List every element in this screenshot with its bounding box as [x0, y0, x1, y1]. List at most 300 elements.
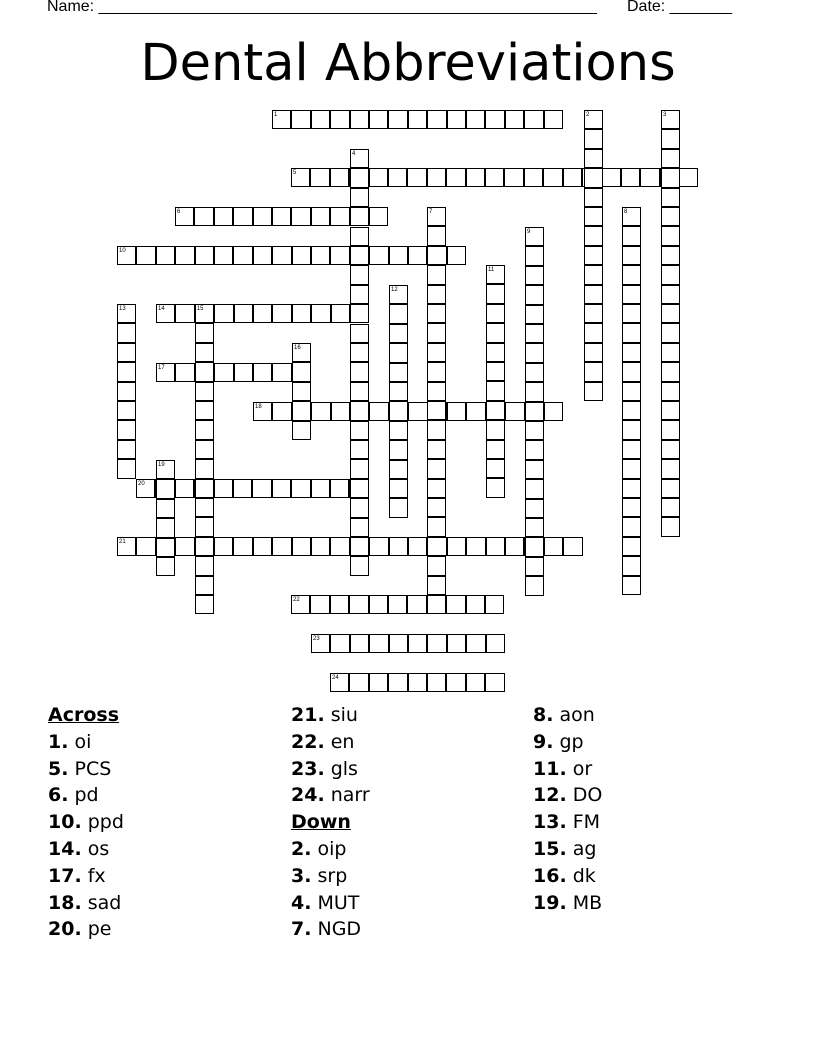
grid-cell[interactable]: [427, 576, 446, 595]
grid-cell[interactable]: [622, 517, 641, 536]
grid-cell[interactable]: [584, 362, 603, 381]
grid-cell[interactable]: [272, 402, 291, 421]
grid-cell[interactable]: [622, 440, 641, 459]
grid-cell[interactable]: [622, 420, 641, 439]
grid-cell[interactable]: [292, 382, 311, 401]
grid-cell[interactable]: [486, 478, 505, 497]
grid-cell[interactable]: [389, 285, 408, 304]
grid-cell[interactable]: [330, 110, 349, 129]
grid-cell[interactable]: [427, 401, 446, 420]
grid-cell[interactable]: [544, 537, 563, 556]
grid-cell[interactable]: [584, 188, 603, 207]
grid-cell[interactable]: [661, 207, 680, 226]
grid-cell[interactable]: [427, 168, 446, 187]
grid-cell[interactable]: [525, 402, 544, 421]
grid-cell[interactable]: [253, 246, 272, 265]
grid-cell[interactable]: [156, 246, 175, 265]
grid-cell[interactable]: [486, 323, 505, 342]
grid-cell[interactable]: [350, 382, 369, 401]
grid-cell[interactable]: [584, 265, 603, 284]
grid-cell[interactable]: [136, 537, 155, 556]
grid-cell[interactable]: [408, 246, 427, 265]
grid-cell[interactable]: [311, 479, 330, 498]
grid-cell[interactable]: [427, 595, 446, 614]
grid-cell[interactable]: [485, 168, 504, 187]
grid-cell[interactable]: [389, 304, 408, 323]
grid-cell[interactable]: [563, 168, 582, 187]
grid-cell[interactable]: [292, 304, 311, 323]
grid-cell[interactable]: [350, 479, 369, 498]
grid-cell[interactable]: [389, 498, 408, 517]
grid-cell[interactable]: [291, 207, 310, 226]
grid-cell[interactable]: [661, 226, 680, 245]
grid-cell[interactable]: [525, 343, 544, 362]
grid-cell[interactable]: [350, 188, 369, 207]
grid-cell[interactable]: [233, 479, 252, 498]
grid-cell[interactable]: [584, 285, 603, 304]
grid-cell[interactable]: [195, 576, 214, 595]
grid-cell[interactable]: [292, 537, 311, 556]
grid-cell[interactable]: [195, 343, 214, 362]
grid-cell[interactable]: [427, 556, 446, 575]
grid-cell[interactable]: [175, 207, 194, 226]
grid-cell[interactable]: [195, 304, 214, 323]
grid-cell[interactable]: [292, 401, 311, 420]
grid-cell[interactable]: [310, 168, 329, 187]
grid-cell[interactable]: [640, 168, 659, 187]
grid-cell[interactable]: [214, 246, 233, 265]
grid-cell[interactable]: [389, 382, 408, 401]
grid-cell[interactable]: [601, 168, 620, 187]
grid-cell[interactable]: [427, 323, 446, 342]
grid-cell[interactable]: [310, 595, 329, 614]
grid-cell[interactable]: [524, 110, 543, 129]
grid-cell[interactable]: [156, 304, 175, 323]
grid-cell[interactable]: [156, 557, 175, 576]
grid-cell[interactable]: [252, 479, 271, 498]
grid-cell[interactable]: [446, 595, 465, 614]
grid-cell[interactable]: [584, 168, 603, 187]
grid-cell[interactable]: [408, 673, 427, 692]
grid-cell[interactable]: [661, 459, 680, 478]
grid-cell[interactable]: [525, 305, 544, 324]
grid-cell[interactable]: [486, 284, 505, 303]
grid-cell[interactable]: [447, 246, 466, 265]
grid-cell[interactable]: [156, 363, 175, 382]
grid-cell[interactable]: [584, 226, 603, 245]
grid-cell[interactable]: [525, 537, 544, 556]
grid-cell[interactable]: [195, 420, 214, 439]
grid-cell[interactable]: [195, 246, 214, 265]
grid-cell[interactable]: [408, 634, 427, 653]
grid-cell[interactable]: [427, 479, 446, 498]
grid-cell[interactable]: [350, 440, 369, 459]
grid-cell[interactable]: [330, 595, 349, 614]
grid-cell[interactable]: [525, 479, 544, 498]
grid-cell[interactable]: [311, 207, 330, 226]
grid-cell[interactable]: [524, 168, 543, 187]
grid-cell[interactable]: [350, 149, 369, 168]
grid-cell[interactable]: [156, 479, 175, 498]
grid-cell[interactable]: [427, 420, 446, 439]
grid-cell[interactable]: [525, 363, 544, 382]
grid-cell[interactable]: [486, 304, 505, 323]
grid-cell[interactable]: [563, 537, 582, 556]
grid-cell[interactable]: [331, 402, 350, 421]
grid-cell[interactable]: [350, 362, 369, 381]
grid-cell[interactable]: [388, 168, 407, 187]
grid-cell[interactable]: [427, 517, 446, 536]
grid-cell[interactable]: [388, 110, 407, 129]
grid-cell[interactable]: [117, 459, 136, 478]
grid-cell[interactable]: [622, 401, 641, 420]
grid-cell[interactable]: [292, 362, 311, 381]
grid-cell[interactable]: [195, 459, 214, 478]
grid-cell[interactable]: [584, 110, 603, 129]
grid-cell[interactable]: [175, 304, 194, 323]
grid-cell[interactable]: [389, 246, 408, 265]
grid-cell[interactable]: [485, 595, 504, 614]
grid-cell[interactable]: [447, 110, 466, 129]
grid-cell[interactable]: [156, 538, 175, 557]
grid-cell[interactable]: [234, 363, 253, 382]
grid-cell[interactable]: [369, 673, 388, 692]
grid-cell[interactable]: [622, 537, 641, 556]
grid-cell[interactable]: [350, 304, 369, 323]
grid-cell[interactable]: [253, 304, 272, 323]
grid-cell[interactable]: [447, 537, 466, 556]
grid-cell[interactable]: [446, 673, 465, 692]
grid-cell[interactable]: [349, 673, 368, 692]
grid-cell[interactable]: [525, 576, 544, 595]
grid-cell[interactable]: [175, 537, 194, 556]
grid-cell[interactable]: [292, 343, 311, 362]
grid-cell[interactable]: [350, 168, 369, 187]
grid-cell[interactable]: [525, 266, 544, 285]
grid-cell[interactable]: [486, 459, 505, 478]
grid-cell[interactable]: [486, 343, 505, 362]
grid-cell[interactable]: [486, 362, 505, 381]
grid-cell[interactable]: [466, 634, 485, 653]
grid-cell[interactable]: [407, 168, 426, 187]
grid-cell[interactable]: [311, 634, 330, 653]
grid-cell[interactable]: [349, 595, 368, 614]
grid-cell[interactable]: [330, 207, 349, 226]
grid-cell[interactable]: [330, 479, 349, 498]
grid-cell[interactable]: [272, 304, 291, 323]
grid-cell[interactable]: [195, 362, 214, 381]
grid-cell[interactable]: [175, 363, 194, 382]
grid-cell[interactable]: [525, 421, 544, 440]
grid-cell[interactable]: [661, 304, 680, 323]
grid-cell[interactable]: [389, 479, 408, 498]
grid-cell[interactable]: [486, 381, 505, 400]
grid-cell[interactable]: [117, 343, 136, 362]
grid-cell[interactable]: [622, 556, 641, 575]
grid-cell[interactable]: [117, 440, 136, 459]
grid-cell[interactable]: [350, 324, 369, 343]
grid-cell[interactable]: [622, 362, 641, 381]
grid-cell[interactable]: [679, 168, 698, 187]
grid-cell[interactable]: [622, 285, 641, 304]
name-field[interactable]: Name: ________________________________________________________: [47, 0, 597, 15]
grid-cell[interactable]: [195, 382, 214, 401]
grid-cell[interactable]: [272, 110, 291, 129]
grid-cell[interactable]: [661, 362, 680, 381]
grid-cell[interactable]: [505, 110, 524, 129]
grid-cell[interactable]: [311, 537, 330, 556]
grid-cell[interactable]: [622, 459, 641, 478]
grid-cell[interactable]: [369, 537, 388, 556]
grid-cell[interactable]: [291, 168, 310, 187]
grid-cell[interactable]: [661, 323, 680, 342]
grid-cell[interactable]: [350, 110, 369, 129]
grid-cell[interactable]: [525, 227, 544, 246]
grid-cell[interactable]: [272, 246, 291, 265]
grid-cell[interactable]: [466, 402, 485, 421]
grid-cell[interactable]: [408, 110, 427, 129]
grid-cell[interactable]: [504, 168, 523, 187]
grid-cell[interactable]: [389, 363, 408, 382]
grid-cell[interactable]: [253, 363, 272, 382]
grid-cell[interactable]: [195, 595, 214, 614]
grid-cell[interactable]: [350, 421, 369, 440]
grid-cell[interactable]: [389, 440, 408, 459]
grid-cell[interactable]: [253, 537, 272, 556]
grid-cell[interactable]: [466, 110, 485, 129]
grid-cell[interactable]: [661, 110, 680, 129]
grid-cell[interactable]: [427, 226, 446, 245]
grid-cell[interactable]: [661, 498, 680, 517]
grid-cell[interactable]: [233, 207, 252, 226]
grid-cell[interactable]: [369, 246, 388, 265]
grid-cell[interactable]: [117, 382, 136, 401]
grid-cell[interactable]: [175, 479, 194, 498]
grid-cell[interactable]: [272, 207, 291, 226]
grid-cell[interactable]: [427, 285, 446, 304]
grid-cell[interactable]: [584, 382, 603, 401]
grid-cell[interactable]: [525, 246, 544, 265]
grid-cell[interactable]: [214, 537, 233, 556]
grid-cell[interactable]: [330, 537, 349, 556]
grid-cell[interactable]: [584, 323, 603, 342]
grid-cell[interactable]: [447, 634, 466, 653]
grid-cell[interactable]: [389, 537, 408, 556]
grid-cell[interactable]: [584, 129, 603, 148]
grid-cell[interactable]: [661, 517, 680, 536]
grid-cell[interactable]: [272, 363, 291, 382]
grid-cell[interactable]: [389, 460, 408, 479]
grid-cell[interactable]: [661, 382, 680, 401]
grid-cell[interactable]: [408, 402, 427, 421]
grid-cell[interactable]: [661, 129, 680, 148]
grid-cell[interactable]: [661, 149, 680, 168]
grid-cell[interactable]: [233, 246, 252, 265]
grid-cell[interactable]: [214, 479, 233, 498]
grid-cell[interactable]: [661, 168, 680, 187]
grid-cell[interactable]: [661, 479, 680, 498]
grid-cell[interactable]: [505, 537, 524, 556]
grid-cell[interactable]: [156, 518, 175, 537]
grid-cell[interactable]: [427, 634, 446, 653]
grid-cell[interactable]: [622, 576, 641, 595]
grid-cell[interactable]: [234, 304, 253, 323]
grid-cell[interactable]: [661, 246, 680, 265]
grid-cell[interactable]: [622, 304, 641, 323]
grid-cell[interactable]: [525, 382, 544, 401]
grid-cell[interactable]: [505, 402, 524, 421]
grid-cell[interactable]: [214, 207, 233, 226]
grid-cell[interactable]: [350, 207, 369, 226]
grid-cell[interactable]: [486, 420, 505, 439]
grid-cell[interactable]: [622, 207, 641, 226]
grid-cell[interactable]: [194, 207, 213, 226]
grid-cell[interactable]: [253, 402, 272, 421]
grid-cell[interactable]: [622, 323, 641, 342]
grid-cell[interactable]: [447, 402, 466, 421]
grid-cell[interactable]: [622, 226, 641, 245]
grid-cell[interactable]: [330, 673, 349, 692]
grid-cell[interactable]: [350, 401, 369, 420]
grid-cell[interactable]: [369, 402, 388, 421]
grid-cell[interactable]: [292, 246, 311, 265]
grid-cell[interactable]: [525, 557, 544, 576]
grid-cell[interactable]: [485, 110, 504, 129]
grid-cell[interactable]: [661, 401, 680, 420]
grid-cell[interactable]: [117, 401, 136, 420]
grid-cell[interactable]: [291, 110, 310, 129]
grid-cell[interactable]: [117, 362, 136, 381]
grid-cell[interactable]: [350, 459, 369, 478]
grid-cell[interactable]: [427, 498, 446, 517]
grid-cell[interactable]: [272, 479, 291, 498]
grid-cell[interactable]: [407, 595, 426, 614]
grid-cell[interactable]: [584, 149, 603, 168]
grid-cell[interactable]: [661, 188, 680, 207]
grid-cell[interactable]: [253, 207, 272, 226]
grid-cell[interactable]: [427, 207, 446, 226]
grid-cell[interactable]: [466, 168, 485, 187]
grid-cell[interactable]: [544, 402, 563, 421]
grid-cell[interactable]: [156, 460, 175, 479]
grid-cell[interactable]: [292, 421, 311, 440]
grid-cell[interactable]: [233, 537, 252, 556]
grid-cell[interactable]: [622, 479, 641, 498]
grid-cell[interactable]: [486, 537, 505, 556]
grid-cell[interactable]: [427, 246, 446, 265]
grid-cell[interactable]: [525, 460, 544, 479]
grid-cell[interactable]: [388, 595, 407, 614]
grid-cell[interactable]: [117, 304, 136, 323]
grid-cell[interactable]: [136, 246, 155, 265]
grid-cell[interactable]: [622, 382, 641, 401]
grid-cell[interactable]: [661, 440, 680, 459]
grid-cell[interactable]: [331, 304, 350, 323]
grid-cell[interactable]: [584, 246, 603, 265]
grid-cell[interactable]: [427, 110, 446, 129]
grid-cell[interactable]: [486, 401, 505, 420]
date-field[interactable]: Date: _______: [627, 0, 732, 15]
grid-cell[interactable]: [311, 246, 330, 265]
grid-cell[interactable]: [408, 537, 427, 556]
grid-cell[interactable]: [427, 440, 446, 459]
grid-cell[interactable]: [543, 168, 562, 187]
grid-cell[interactable]: [388, 673, 407, 692]
grid-cell[interactable]: [525, 499, 544, 518]
grid-cell[interactable]: [427, 673, 446, 692]
grid-cell[interactable]: [369, 168, 388, 187]
grid-cell[interactable]: [350, 343, 369, 362]
grid-cell[interactable]: [350, 227, 369, 246]
grid-cell[interactable]: [330, 634, 349, 653]
grid-cell[interactable]: [195, 517, 214, 536]
grid-cell[interactable]: [350, 265, 369, 284]
grid-cell[interactable]: [214, 363, 233, 382]
grid-cell[interactable]: [525, 285, 544, 304]
grid-cell[interactable]: [427, 382, 446, 401]
grid-cell[interactable]: [195, 323, 214, 342]
grid-cell[interactable]: [350, 285, 369, 304]
grid-cell[interactable]: [311, 402, 330, 421]
grid-cell[interactable]: [291, 479, 310, 498]
grid-cell[interactable]: [389, 634, 408, 653]
grid-cell[interactable]: [350, 518, 369, 537]
grid-cell[interactable]: [427, 537, 446, 556]
grid-cell[interactable]: [389, 343, 408, 362]
grid-cell[interactable]: [369, 207, 388, 226]
grid-cell[interactable]: [330, 246, 349, 265]
grid-cell[interactable]: [466, 595, 485, 614]
grid-cell[interactable]: [525, 518, 544, 537]
grid-cell[interactable]: [584, 304, 603, 323]
grid-cell[interactable]: [195, 556, 214, 575]
grid-cell[interactable]: [584, 343, 603, 362]
grid-cell[interactable]: [350, 537, 369, 556]
grid-cell[interactable]: [330, 168, 349, 187]
grid-cell[interactable]: [525, 324, 544, 343]
grid-cell[interactable]: [369, 634, 388, 653]
grid-cell[interactable]: [389, 401, 408, 420]
grid-cell[interactable]: [195, 498, 214, 517]
grid-cell[interactable]: [195, 479, 214, 498]
grid-cell[interactable]: [156, 499, 175, 518]
grid-cell[interactable]: [486, 440, 505, 459]
grid-cell[interactable]: [195, 401, 214, 420]
grid-cell[interactable]: [427, 362, 446, 381]
grid-cell[interactable]: [466, 537, 485, 556]
grid-cell[interactable]: [525, 440, 544, 459]
grid-cell[interactable]: [369, 595, 388, 614]
grid-cell[interactable]: [661, 343, 680, 362]
grid-cell[interactable]: [195, 440, 214, 459]
grid-cell[interactable]: [427, 304, 446, 323]
grid-cell[interactable]: [311, 304, 330, 323]
grid-cell[interactable]: [661, 285, 680, 304]
grid-cell[interactable]: [661, 420, 680, 439]
grid-cell[interactable]: [584, 207, 603, 226]
grid-cell[interactable]: [117, 420, 136, 439]
grid-cell[interactable]: [544, 110, 563, 129]
grid-cell[interactable]: [446, 168, 465, 187]
grid-cell[interactable]: [117, 323, 136, 342]
grid-cell[interactable]: [175, 246, 194, 265]
grid-cell[interactable]: [195, 537, 214, 556]
grid-cell[interactable]: [291, 595, 310, 614]
grid-cell[interactable]: [136, 479, 155, 498]
grid-cell[interactable]: [214, 304, 233, 323]
grid-cell[interactable]: [661, 265, 680, 284]
grid-cell[interactable]: [389, 421, 408, 440]
